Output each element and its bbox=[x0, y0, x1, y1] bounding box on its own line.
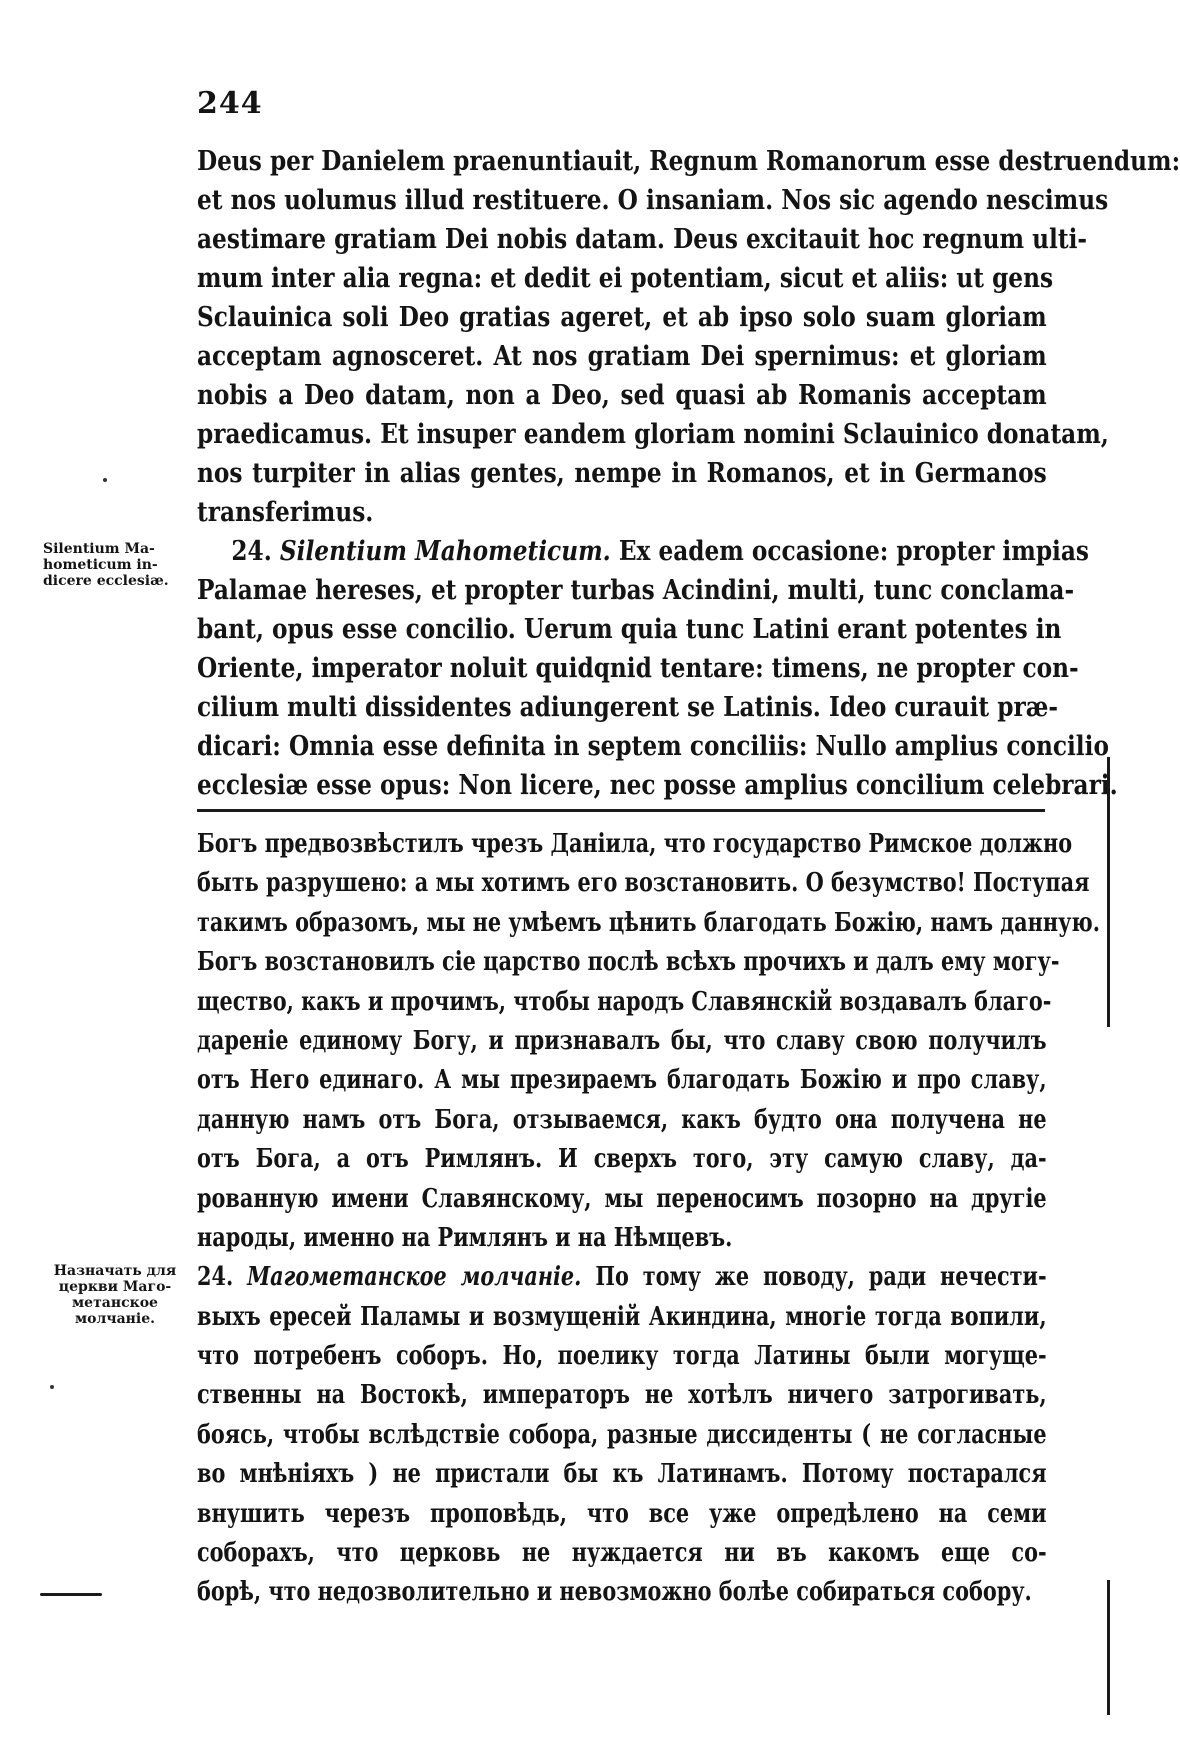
russian-line: щество, какъ и прочимъ, чтобы народъ Славянскій воздавалъ благо- bbox=[197, 986, 1052, 1017]
latin-line: mum inter alia regna: et dedit ei potentiam, sicut et aliis: ut gens bbox=[197, 263, 1054, 294]
russian-section-first-line: По тому же поводу, ради нечести- bbox=[595, 1262, 1047, 1293]
russian-section-line: внушить черезъ проповѣдь, что все уже опредѣлено на семи bbox=[197, 1498, 1047, 1529]
latin-line: nobis a Deo datam, non a Deo, sed quasi ab Romanis acceptam bbox=[197, 380, 1047, 411]
russian-text bbox=[197, 825, 1100, 1613]
russian-line: данную намъ отъ Бога, отзываемся, какъ будто она получена не bbox=[197, 1104, 1047, 1135]
margin-note-line: Silentium Ma- bbox=[43, 541, 155, 557]
margin-note-line: dicere ecclesiæ. bbox=[43, 573, 169, 589]
latin-line: et nos uolumus illud restituere. O insaniam. Nos sic agendo nescimus bbox=[197, 185, 1109, 216]
margin-note-line: метанское bbox=[72, 1295, 158, 1311]
latin-line: aestimare gratiam Dei nobis datam. Deus excitauit hoc regnum ulti- bbox=[197, 224, 1088, 255]
scan-edge-line bbox=[1107, 757, 1110, 1027]
scan-speck bbox=[103, 478, 107, 482]
russian-line: отъ Него единаго. А мы презираемъ благодать Божію и про славу, bbox=[197, 1065, 1047, 1096]
russian-section-line: во мнѣніяхъ ) не пристали бы къ Латинамъ. Потому постарался bbox=[197, 1459, 1047, 1490]
section-divider bbox=[197, 809, 1045, 812]
russian-section-line: борѣ, что недозволительно и невозможно болѣе собираться собору. bbox=[197, 1577, 1032, 1608]
russian-line: народы, именно на Римлянъ и на Нѣмцевъ. bbox=[197, 1222, 733, 1253]
latin-margin-note bbox=[43, 541, 193, 589]
russian-margin-note bbox=[40, 1263, 190, 1327]
russian-line: такимъ образомъ, мы не умѣемъ цѣнить благодать Божію, намъ данную. bbox=[197, 907, 1100, 938]
latin-text bbox=[197, 142, 1180, 805]
scan-edge-line bbox=[1107, 1580, 1110, 1715]
latin-section-line: bant, opus esse concilio. Uerum quia tunc Latini erant potentes in bbox=[197, 614, 1062, 645]
russian-section-number: 24. bbox=[197, 1262, 234, 1293]
russian-section-line: соборахъ, что церковь не нуждается ни въ какомъ еще со- bbox=[197, 1538, 1047, 1569]
margin-note-line: молчаніе. bbox=[74, 1311, 156, 1327]
scan-speck bbox=[50, 1385, 54, 1389]
latin-line: Sclauinica soli Deo gratias ageret, et ab ipso solo suam gloriam bbox=[197, 302, 1047, 333]
latin-section-number: 24. bbox=[231, 536, 272, 567]
russian-section-line: что потребенъ соборъ. Но, поелику тогда Латины были могуще- bbox=[197, 1341, 1047, 1372]
latin-section-line: cilium multi dissidentes adiungerent se Latinis. Ideo curauit præ- bbox=[197, 692, 1058, 723]
latin-line: Deus per Danielem praenuntiauit, Regnum Romanorum esse destruendum: bbox=[197, 146, 1180, 177]
russian-section-line: боясь, чтобы вслѣдствіе собора, разные диссиденты ( не согласные bbox=[197, 1419, 1047, 1450]
latin-section-line: dicari: Omnia esse definita in septem conciliis: Nullo amplius concilio bbox=[197, 731, 1109, 762]
latin-section-line: Palamae hereses, et propter turbas Acindini, multi, tunc conclama- bbox=[197, 575, 1075, 606]
latin-section-line: ecclesiæ esse opus: Non licere, nec posse amplius concilium celebrari. bbox=[197, 770, 1118, 801]
russian-line: отъ Бога, а отъ Римлянъ. И сверхъ того, эту самую славу, да- bbox=[197, 1144, 1047, 1175]
page-number: 244 bbox=[197, 86, 263, 121]
latin-line: nos turpiter in alias gentes, nempe in Romanos, et in Germanos bbox=[197, 458, 1047, 489]
latin-section-title: Silentium Mahometicum. bbox=[279, 536, 611, 567]
latin-line: praedicamus. Et insuper eandem gloriam nomini Sclauinico donatam, bbox=[197, 419, 1109, 450]
russian-line: рованную имени Славянскому, мы переносимъ позорно на другіе bbox=[197, 1183, 1047, 1214]
russian-line: быть разрушено: а мы хотимъ его возстановить. О безумство! Поступая bbox=[197, 868, 1090, 899]
russian-line: Богъ предвозвѣстилъ чрезъ Даніила, что государство Римское должно bbox=[197, 829, 1073, 859]
russian-section-heading-line bbox=[197, 1258, 1047, 1297]
margin-note-line: Назначать для bbox=[53, 1263, 177, 1279]
russian-section-title: Магометанское молчаніе. bbox=[247, 1262, 582, 1293]
latin-line: transferimus. bbox=[197, 497, 374, 528]
margin-note-line: церкви Маго- bbox=[58, 1279, 172, 1295]
margin-note-line: hometicum in- bbox=[43, 557, 158, 573]
latin-section-heading-line bbox=[197, 532, 1090, 571]
russian-section-line: выхъ ересей Паламы и возмущеній Акиндина, многіе тогда вопили, bbox=[197, 1301, 1047, 1332]
scan-dash-mark bbox=[40, 1593, 102, 1596]
russian-line: Богъ возстановилъ сіе царство послѣ всѣхъ прочихъ и далъ ему могу- bbox=[197, 947, 1060, 978]
latin-section-first-line: Ex eadem occasione: propter impias bbox=[618, 536, 1090, 567]
latin-line: acceptam agnosceret. At nos gratiam Dei spernimus: et gloriam bbox=[197, 341, 1047, 372]
russian-line: дареніе единому Богу, и признавалъ бы, что славу свою получилъ bbox=[197, 1025, 1047, 1056]
latin-section-line: Oriente, imperator noluit quidqnid tentare: timens, ne propter con- bbox=[197, 653, 1079, 684]
russian-section-line: ственны на Востокѣ, императоръ не хотѣлъ ничего затрогивать, bbox=[197, 1380, 1047, 1411]
